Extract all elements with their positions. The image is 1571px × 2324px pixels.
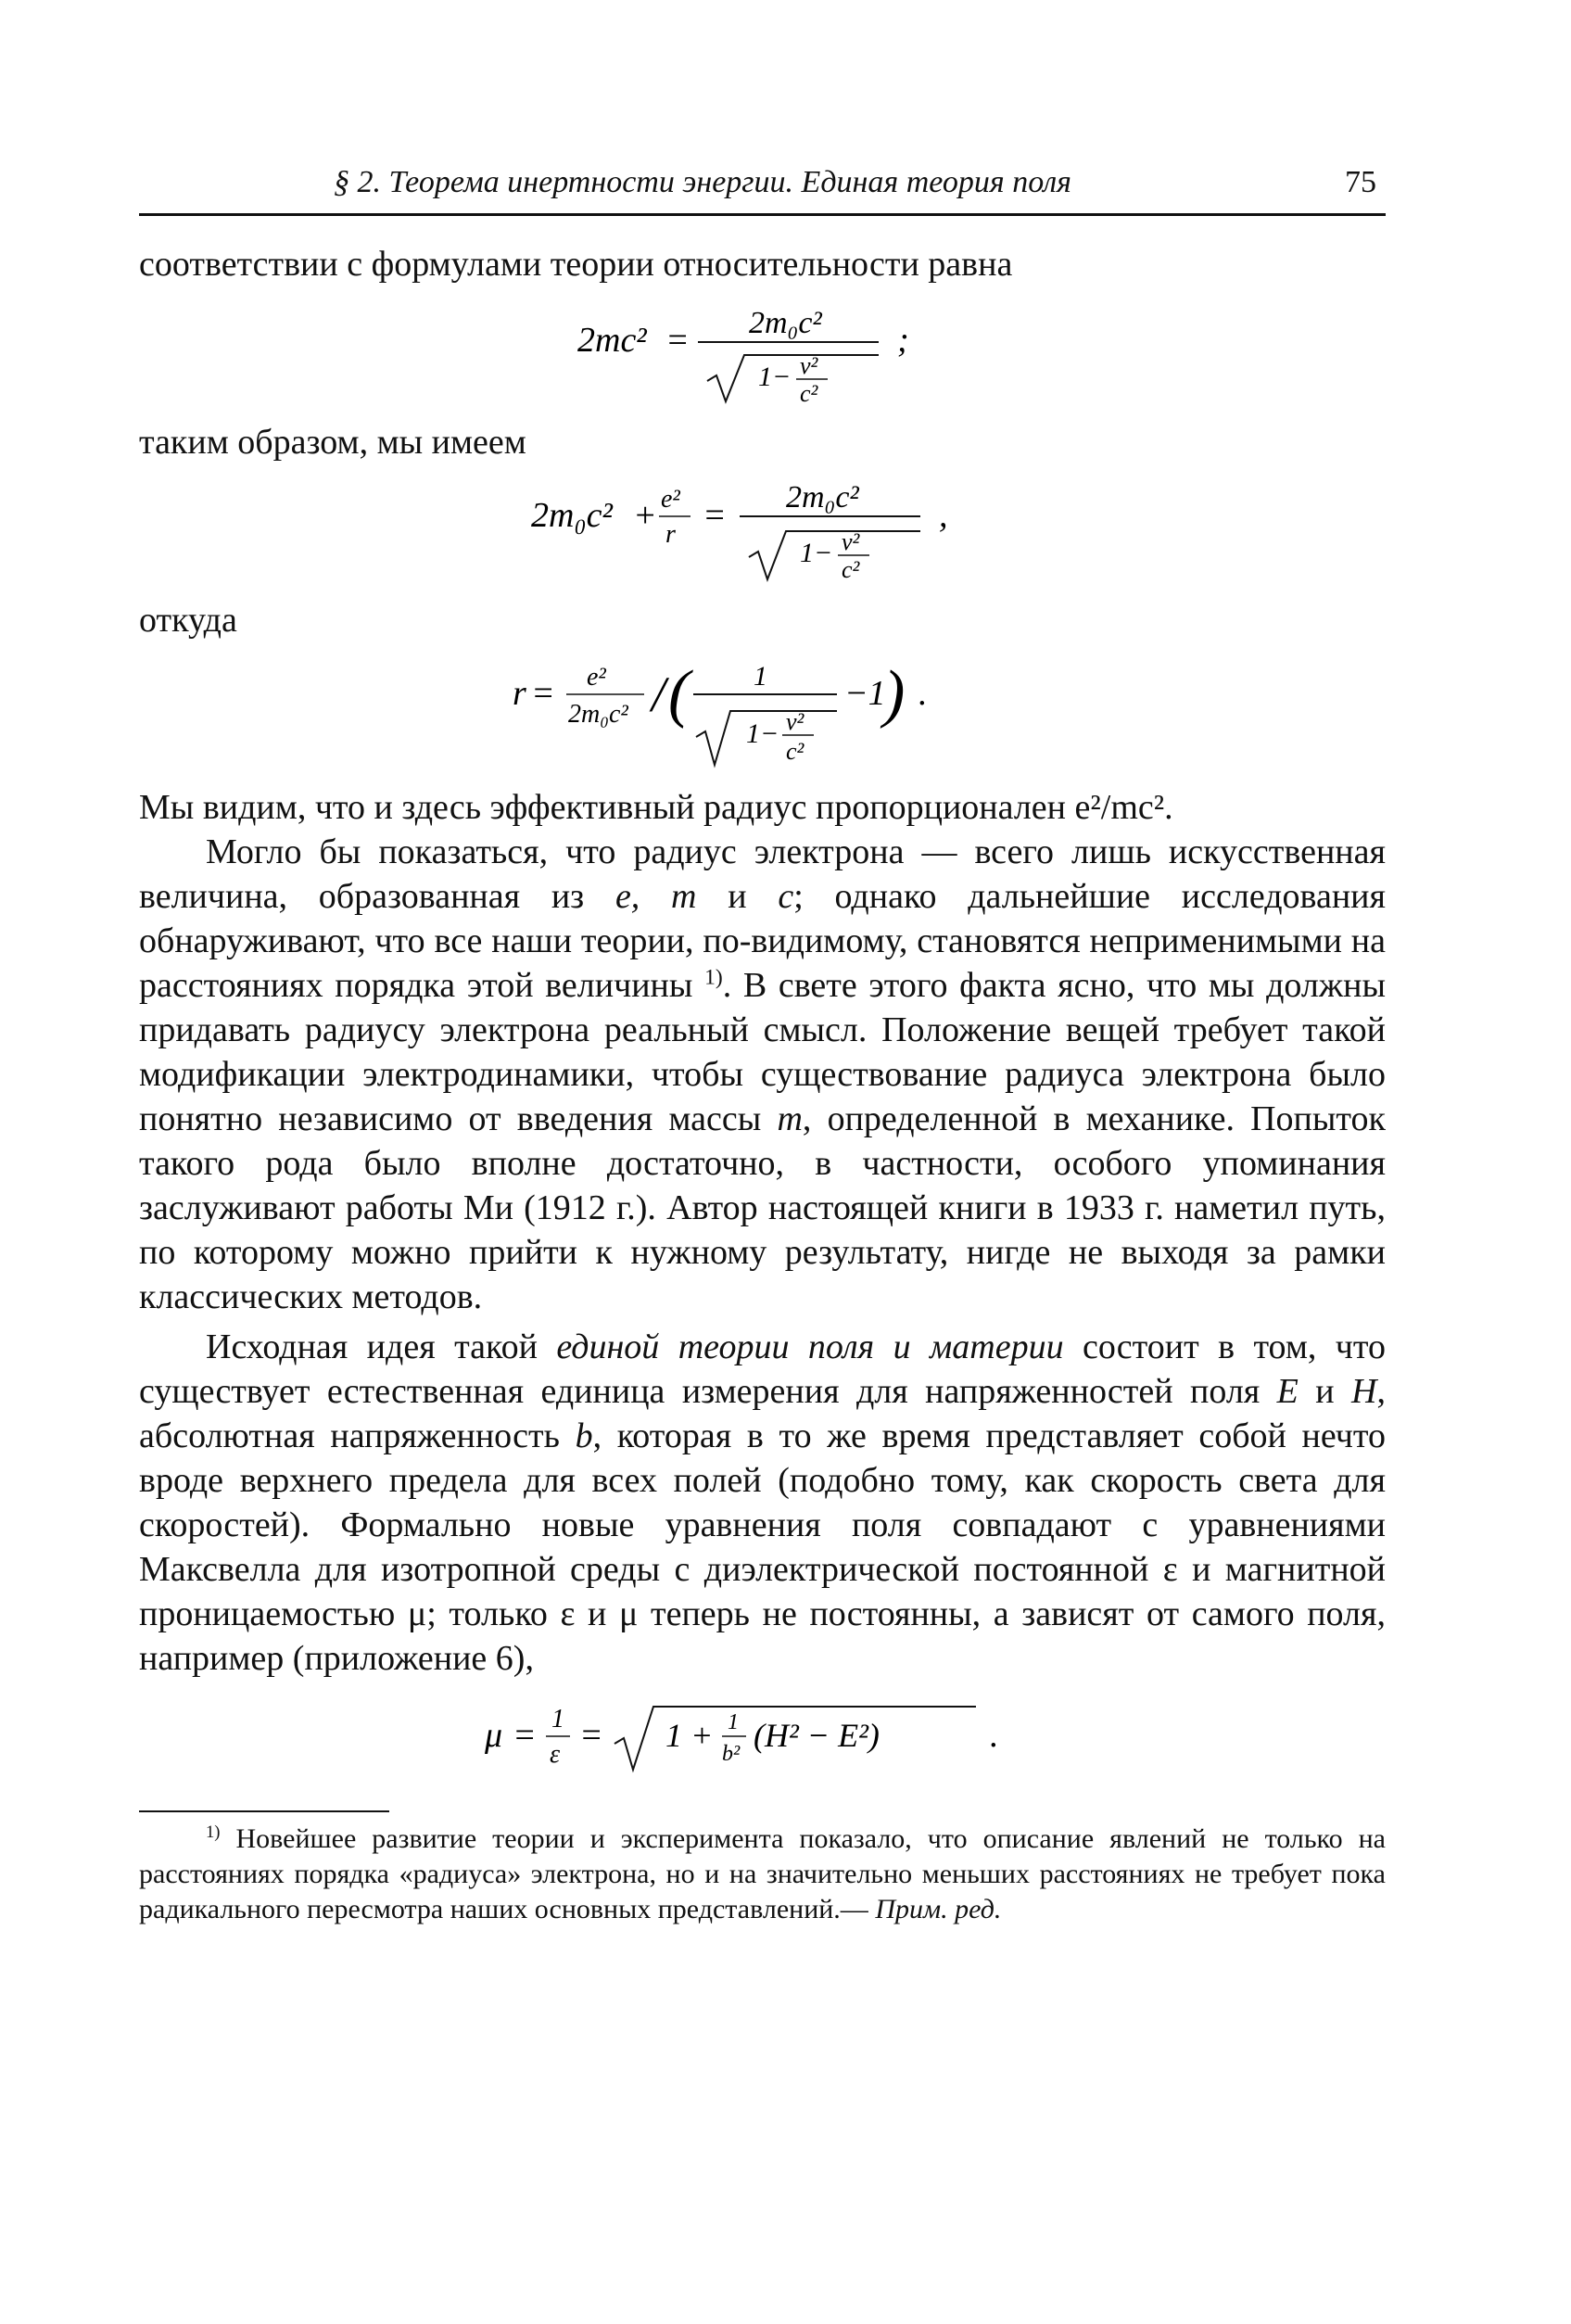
paragraph-1: Мы видим, что и здесь эффективный радиус пропорционален e²/mc². (139, 788, 1173, 827)
page-number: 75 (1345, 165, 1376, 199)
equation-4-formula (475, 1695, 1050, 1779)
p3-text-g: , абсолютная напряженность (139, 1372, 1386, 1455)
svg-text:v²: v² (841, 528, 859, 555)
svg-text:b²: b² (721, 1742, 740, 1766)
svg-text:=: = (702, 496, 727, 535)
svg-text:): ) (882, 658, 905, 730)
svg-text:(H² − E²): (H² − E²) (753, 1717, 880, 1754)
svg-text:/: / (651, 667, 665, 722)
svg-text:=: = (530, 674, 555, 713)
svg-text:(: ( (667, 658, 690, 730)
equation-1-formula (568, 298, 957, 409)
word-whence: откуда (139, 601, 237, 640)
svg-text:.: . (989, 1716, 998, 1755)
p3-emphasis: единой теории поля и материи (556, 1327, 1064, 1366)
p2-text-f: . В свете этого факта ясно, что мы должны придавать радиусу электрона реальный смысл. Положение вещей требует такой модификации электродинамики, чтобы существование радиуса электрона было понятно независимо от введения массы (139, 966, 1386, 1138)
running-header (139, 158, 1386, 216)
equation-3 (139, 654, 1386, 774)
paragraph-2 (139, 830, 1386, 1319)
svg-text:v²: v² (799, 352, 817, 379)
svg-text:=: = (512, 1716, 537, 1755)
p3-text-e: и (1298, 1372, 1352, 1411)
svg-text:1: 1 (727, 1710, 739, 1734)
svg-text:c²: c² (841, 556, 859, 583)
header-title: § 2. Теорема инертности энергии. Единая теория поля (334, 165, 1071, 199)
svg-text:=: = (578, 1716, 603, 1755)
svg-text:−1: −1 (843, 674, 886, 713)
svg-text:e²: e² (660, 485, 680, 514)
p2-sym-c: c (778, 877, 794, 916)
equation-4 (139, 1695, 1386, 1779)
svg-text:1−: 1− (745, 718, 779, 749)
svg-text:1−: 1− (757, 362, 791, 392)
svg-text:+: + (632, 496, 657, 535)
footnote-text (139, 1822, 1386, 1927)
intro-line: соответствии с формулами теории относительности равна (139, 245, 1013, 284)
footnote-separator (139, 1810, 389, 1812)
footnote-marker: 1) (206, 1822, 221, 1842)
svg-text:ε: ε (549, 1740, 560, 1769)
svg-text:1−: 1− (799, 538, 832, 568)
p3-text-c: состоит в том, что существует естественная единица измерения для напряженностей поля (139, 1327, 1386, 1411)
svg-text:r: r (512, 674, 526, 713)
p2-text-h: , определенной в механике. Попыток такого рода было вполне достаточно, в частности, особого упоминания заслуживают работы Ми (1912 г.). Автор настоящей книги в 1933 г. наметил путь, по которому можно прийти к нужному результату, нигде не выходя за рамки классических методов. (139, 1099, 1386, 1316)
p3-sym-b: b (575, 1416, 593, 1455)
p3-text-a: Исходная идея такой (206, 1327, 557, 1366)
footnote-body: Новейшее развитие теории и эксперимента показало, что описание явлений не только на расстояниях порядка «радиуса» электрона, но и на значительно меньших расстояниях не требует пока радикального пересмотра наших основных представлений.— (139, 1823, 1386, 1924)
equation-2 (139, 476, 1386, 587)
equation-2-formula (522, 476, 1004, 587)
p2-sym-e-m: e, m (614, 877, 697, 916)
p3-sym-H: H (1351, 1372, 1377, 1411)
svg-text:r: r (665, 520, 676, 549)
svg-text:e²: e² (586, 663, 606, 692)
svg-text:c²: c² (785, 738, 804, 765)
p2-text-c: и (696, 877, 779, 916)
equation-3-formula (503, 654, 1022, 774)
paragraph-3 (139, 1325, 1386, 1681)
svg-text:;: ; (896, 321, 909, 360)
footnote-ref[interactable]: 1) (704, 965, 723, 990)
p2-sym-m: m (777, 1099, 803, 1138)
footnote (139, 1822, 1386, 1927)
editor-note: Прим. ред. (875, 1894, 1002, 1924)
svg-text:2m₀c²: 2m₀c² (785, 480, 859, 514)
word-thus: таким образом, мы имеем (139, 423, 526, 462)
svg-text:.: . (918, 674, 927, 713)
p2-text-a: Могло бы показаться, что радиус электрона — всего лишь искусственная величина, образованная из (139, 832, 1386, 916)
svg-text:μ: μ (484, 1716, 502, 1755)
svg-text:,: , (938, 496, 947, 535)
page (139, 158, 1386, 1927)
p2-text-e: ; однако дальнейшие исследования обнаруживают, что все наши теории, по-видимому, становятся неприменимыми на расстояниях порядка этой величины (139, 877, 1386, 1005)
svg-text:2m₀c²: 2m₀c² (748, 306, 822, 340)
svg-text:=: = (665, 321, 690, 360)
svg-text:1: 1 (753, 661, 767, 692)
svg-text:v²: v² (785, 708, 804, 735)
svg-text:1 +: 1 + (665, 1717, 713, 1754)
svg-text:2m₀c²: 2m₀c² (567, 700, 628, 729)
svg-text:c²: c² (799, 380, 817, 407)
p3-sym-E: E (1276, 1372, 1299, 1411)
p3-text-i: , которая в то же время представляет собой нечто вроде верхнего предела для всех полей (подобно тому, как скорость света для скоростей). Формально новые уравнения поля совпадают с уравнениями Максвелла для изотропной среды с диэлектрической постоянной ε и магнитной проницаемостью μ; только ε и μ теперь не постоянны, а зависят от самого поля, например (приложение 6), (139, 1416, 1387, 1678)
svg-text:2mc²: 2mc² (576, 321, 647, 360)
equation-1 (139, 298, 1386, 409)
svg-text:2m₀c²: 2m₀c² (530, 496, 613, 535)
svg-text:1: 1 (551, 1705, 564, 1733)
